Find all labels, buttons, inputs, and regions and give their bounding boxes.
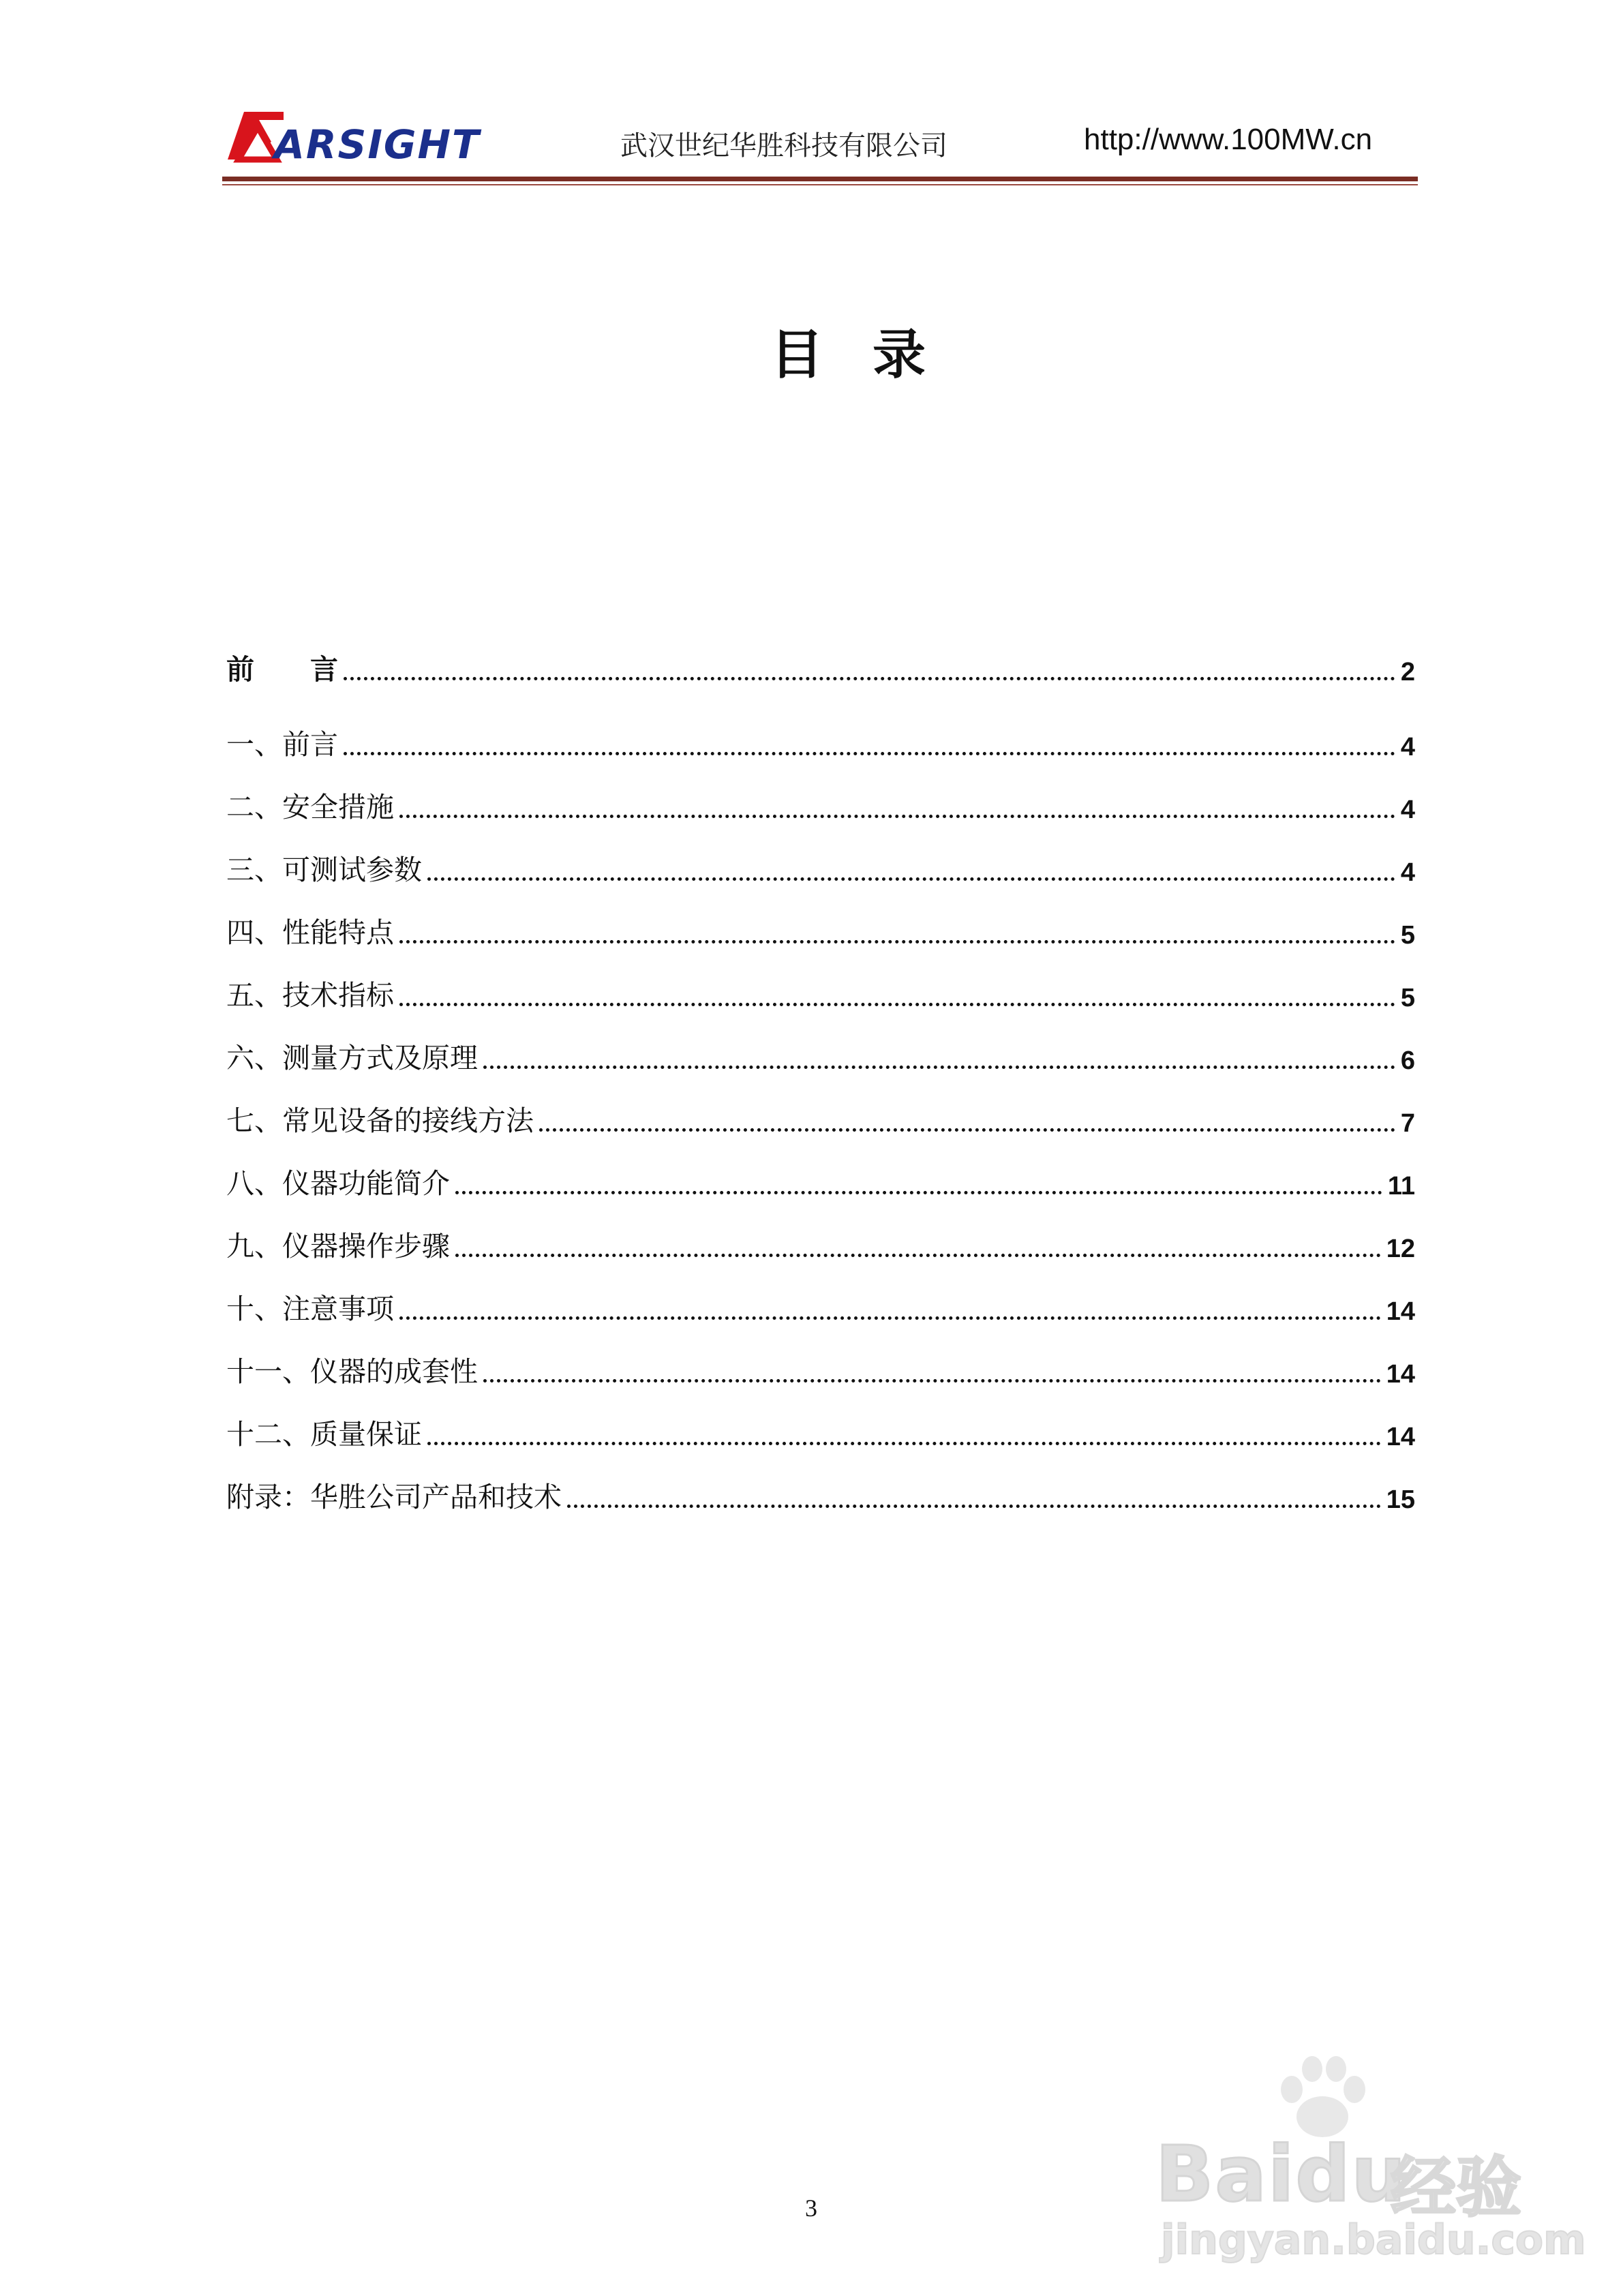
toc-dot-leader <box>344 677 1395 680</box>
toc-entry-label: 前 言 <box>226 653 338 686</box>
toc-entry-label: 五、技术指标 <box>226 979 394 1012</box>
toc-entry-page: 6 <box>1400 1046 1415 1075</box>
toc-dot-leader <box>399 940 1395 943</box>
watermark-brand <box>1155 2130 1407 2219</box>
toc-dot-leader <box>344 752 1395 755</box>
toc-dot-leader <box>399 1003 1395 1006</box>
toc-entry-page: 2 <box>1400 658 1415 686</box>
toc-entry-page: 14 <box>1386 1423 1415 1451</box>
toc-entry-label: 三、可测试参数 <box>226 854 422 886</box>
toc-dot-leader <box>455 1254 1381 1257</box>
toc-entry[interactable] <box>226 950 1415 1013</box>
page-header <box>0 0 1623 191</box>
toc-entry-label: 八、仪器功能简介 <box>226 1167 450 1200</box>
toc-entry-label: 十、注意事项 <box>226 1293 394 1325</box>
toc-entry-page: 7 <box>1400 1109 1415 1138</box>
company-name: 武汉世纪华胜科技有限公司 <box>620 130 947 162</box>
toc-entry-label: 四、性能特点 <box>226 916 394 949</box>
toc-dot-leader <box>567 1505 1381 1508</box>
toc-entry-page: 4 <box>1400 733 1415 761</box>
watermark-url: jingyan.baidu.com <box>1161 2216 1586 2264</box>
toc-entry-page: 15 <box>1386 1485 1415 1514</box>
toc-entry-page: 4 <box>1400 796 1415 824</box>
toc-entry[interactable] <box>226 825 1415 888</box>
toc-entry[interactable] <box>226 1264 1415 1327</box>
toc-entry[interactable] <box>226 1138 1415 1201</box>
toc-entry[interactable] <box>226 1013 1415 1076</box>
toc-entry[interactable] <box>226 1389 1415 1452</box>
watermark-jingyan: 经验 <box>1391 2149 1521 2226</box>
toc-dot-leader <box>399 1316 1381 1320</box>
toc-entry[interactable] <box>226 699 1415 762</box>
logo-text: ARSIGHT <box>274 121 481 168</box>
toc-entry-label: 六、测量方式及原理 <box>226 1042 478 1074</box>
toc-entry-page: 11 <box>1387 1172 1415 1200</box>
toc-entry-label: 九、仪器操作步骤 <box>226 1230 450 1263</box>
toc-entry-page: 4 <box>1400 858 1415 887</box>
toc-dot-leader <box>539 1128 1395 1132</box>
header-rule <box>222 177 1418 181</box>
table-of-contents <box>226 619 1415 1515</box>
toc-entry[interactable] <box>226 1327 1415 1389</box>
toc-dot-leader <box>427 877 1395 881</box>
baidu-jingyan-watermark <box>1155 2049 1586 2274</box>
page-number: 3 <box>805 2194 817 2222</box>
header-rule-thin <box>222 184 1418 185</box>
toc-entry-label: 十一、仪器的成套性 <box>226 1355 478 1388</box>
paw-icon <box>1271 2049 1374 2144</box>
company-url[interactable]: http://www.100MW.cn <box>1084 123 1373 156</box>
toc-entry-label: 十二、质量保证 <box>226 1418 422 1451</box>
toc-entry[interactable] <box>226 619 1415 687</box>
toc-entry[interactable] <box>226 888 1415 950</box>
toc-entry-page: 12 <box>1386 1235 1415 1263</box>
company-logo <box>224 100 481 168</box>
toc-dot-leader <box>483 1379 1381 1383</box>
watermark-brand-bai: Bai <box>1155 2130 1296 2219</box>
toc-entry[interactable] <box>226 1201 1415 1264</box>
toc-entry[interactable] <box>226 1452 1415 1515</box>
toc-entry-page: 14 <box>1386 1360 1415 1389</box>
toc-entry[interactable] <box>226 762 1415 825</box>
watermark-brand-du: du <box>1295 2130 1408 2219</box>
toc-entry-label: 附录：华胜公司产品和技术 <box>226 1481 562 1513</box>
toc-title: 目录 <box>770 324 975 386</box>
toc-dot-leader <box>427 1442 1381 1445</box>
toc-entry-page: 14 <box>1386 1297 1415 1326</box>
toc-entry-page: 5 <box>1400 984 1415 1012</box>
toc-entry-page: 5 <box>1400 921 1415 950</box>
toc-dot-leader <box>455 1191 1382 1194</box>
toc-entry-label: 一、前言 <box>226 728 338 761</box>
toc-entry[interactable] <box>226 1076 1415 1138</box>
toc-entry-label: 七、常见设备的接线方法 <box>226 1104 534 1137</box>
toc-dot-leader <box>399 815 1395 818</box>
toc-entry-label: 二、安全措施 <box>226 791 394 824</box>
toc-dot-leader <box>483 1066 1395 1069</box>
